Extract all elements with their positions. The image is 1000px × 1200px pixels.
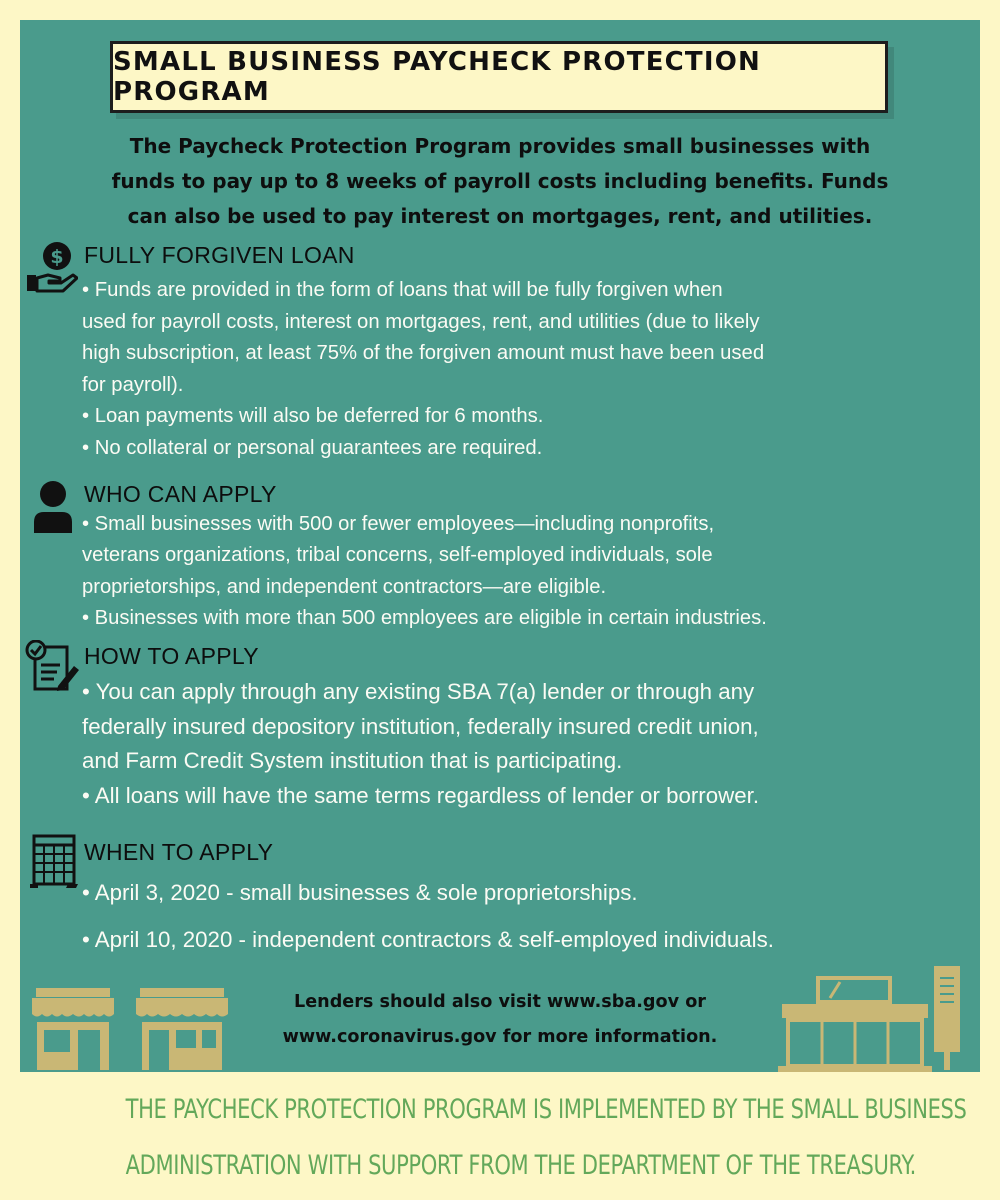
lenders-note	[230, 985, 770, 1055]
caption-line: ADMINISTRATION WITH SUPPORT FROM THE DEPARTMENT OF THE TREASURY.	[125, 1150, 916, 1181]
list-item: • All loans will have the same terms regardless of lender or borrower.	[82, 782, 760, 808]
intro-line: can also be used to pay interest on mortgages, rent, and utilities.	[127, 204, 873, 228]
checklist-icon	[24, 640, 80, 694]
list-item: • Funds are provided in the form of loans that will be fully forgiven when	[82, 279, 723, 301]
bottom-caption	[125, 1082, 967, 1194]
lenders-note-line: www.coronavirus.gov for more information.	[282, 1027, 718, 1047]
title-banner	[110, 41, 888, 113]
page-title: SMALL BUSINESS PAYCHECK PROTECTION PROGRAM	[113, 47, 762, 107]
list-item: • Small businesses with 500 or fewer employees—including nonprofits,	[82, 513, 715, 535]
section-heading: WHEN TO APPLY	[84, 839, 274, 865]
list-item: proprietorships, and independent contractors—are eligible.	[82, 575, 607, 598]
bullet-list	[82, 675, 972, 813]
list-item: • Loan payments will also be deferred for 6 months.	[82, 405, 544, 427]
lenders-note-line: Lenders should also visit www.sba.gov or	[294, 992, 706, 1012]
svg-text:$: $	[50, 246, 64, 268]
list-item: • April 10, 2020 - independent contractors & self-employed individuals.	[82, 927, 774, 952]
calendar-icon	[28, 833, 82, 889]
list-item: used for payroll costs, interest on mortgages, rent, and utilities (due to likely	[82, 310, 760, 333]
section-heading: FULLY FORGIVEN LOAN	[84, 242, 355, 268]
list-item: • April 3, 2020 - small businesses & sole proprietorships.	[82, 880, 638, 905]
intro-line: funds to pay up to 8 weeks of payroll costs including benefits. Funds	[111, 169, 889, 193]
list-item: and Farm Credit System institution that is participating.	[82, 748, 623, 773]
list-item: high subscription, at least 75% of the forgiven amount must have been used	[82, 342, 765, 364]
bullet-list	[82, 275, 972, 464]
list-item: veterans organizations, tribal concerns, self-employed individuals, sole	[82, 544, 713, 567]
money-hand-icon	[26, 240, 78, 294]
section-heading: WHO CAN APPLY	[84, 481, 277, 507]
list-item: for payroll).	[82, 373, 184, 396]
intro-line: The Paycheck Protection Program provides small businesses with	[129, 134, 871, 158]
bullet-list	[82, 869, 972, 963]
list-item: federally insured depository institution, federally insured credit union,	[82, 713, 759, 739]
caption-line: THE PAYCHECK PROTECTION PROGRAM IS IMPLEMENTED BY THE SMALL BUSINESS	[125, 1094, 967, 1125]
list-item: • Businesses with more than 500 employees are eligible in certain industries.	[82, 606, 767, 629]
list-item: • You can apply through any existing SBA 7(a) lender or through any	[82, 679, 755, 704]
section-heading: HOW TO APPLY	[84, 643, 259, 669]
storefront-icon	[30, 988, 116, 1072]
building-icon	[778, 966, 978, 1072]
bullet-list	[82, 509, 972, 634]
intro-paragraph	[60, 129, 940, 234]
list-item: • No collateral or personal guarantees are required.	[82, 436, 543, 459]
storefront-icon	[134, 988, 230, 1072]
person-icon	[28, 479, 80, 537]
